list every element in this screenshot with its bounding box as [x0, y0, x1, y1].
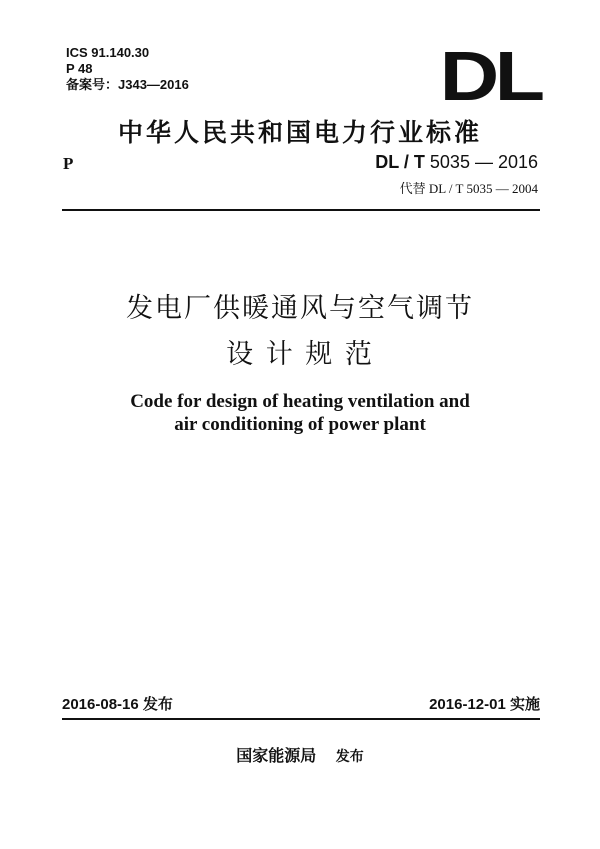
category-letter: P	[63, 154, 74, 173]
title-cn-line1: 发电厂供暖通风与空气调节	[126, 293, 474, 324]
bottom-divider	[62, 718, 540, 720]
title-en-line2: air conditioning of power plant	[174, 414, 426, 435]
publisher-name: 国家能源局	[236, 746, 317, 765]
publisher-verb: 发布	[335, 749, 364, 765]
publisher	[0, 743, 600, 766]
standard-number	[375, 152, 538, 173]
record-number: 备案号：J343—2016	[66, 77, 189, 92]
dl-logo: DL	[439, 37, 540, 115]
standard-code: 5035 — 2016	[429, 152, 538, 172]
issue-date: 2016-08-16 发布	[62, 696, 173, 713]
standard-prefix: DL / T	[375, 152, 425, 172]
effective-date: 2016-12-01 实施	[429, 696, 540, 713]
title-cn-line2: 设 计 规 范	[226, 339, 374, 370]
organization-title: 中华人民共和国电力行业标准	[117, 118, 482, 147]
title-en-line1: Code for design of heating ventilation and	[130, 391, 470, 412]
ics-code: ICS 91.140.30	[66, 45, 150, 60]
class-code: P 48	[66, 61, 93, 76]
replaces-standard: 代替 DL / T 5035 — 2004	[399, 181, 538, 196]
top-divider	[62, 209, 540, 211]
